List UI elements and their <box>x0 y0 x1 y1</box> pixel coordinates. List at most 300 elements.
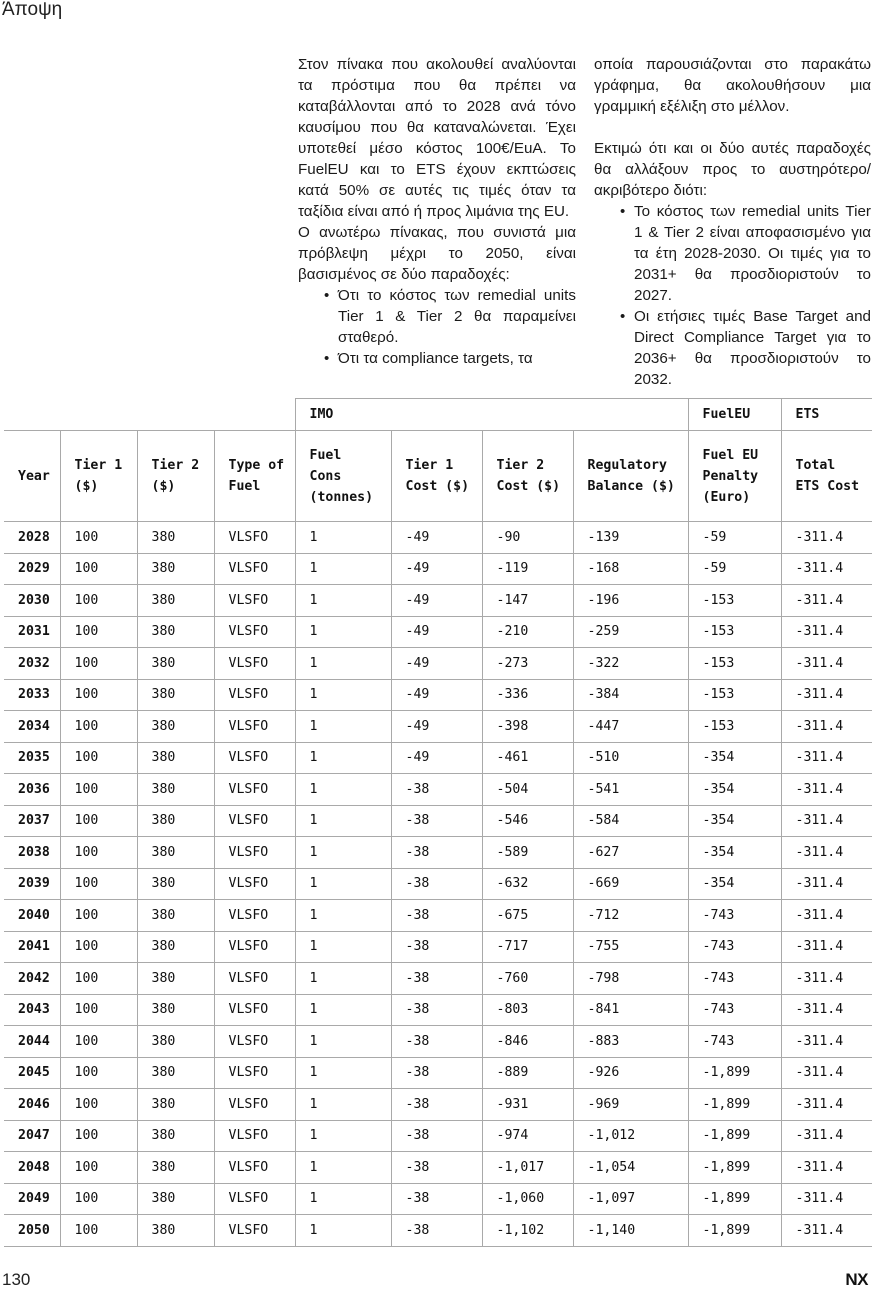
cell-fuel-cons: 1 <box>295 805 391 837</box>
column-header-fuel-cons <box>295 431 391 522</box>
cell-tier2-cost: -461 <box>482 742 573 774</box>
cell-regulatory-balance: -755 <box>573 931 688 963</box>
cell-regulatory-balance: -926 <box>573 1057 688 1089</box>
cell-fueleu-penalty: -743 <box>688 994 781 1026</box>
cell-tier2-cost: -974 <box>482 1120 573 1152</box>
cell-regulatory-balance: -1,012 <box>573 1120 688 1152</box>
cell-fuel-type: VLSFO <box>214 1152 295 1184</box>
column-header-line: Type of <box>228 458 285 473</box>
column-header-tier2 <box>137 431 214 522</box>
cell-tier2: 380 <box>137 1183 214 1215</box>
cell-year: 2031 <box>4 616 60 648</box>
table-column-header-row <box>4 431 872 522</box>
cell-regulatory-balance: -510 <box>573 742 688 774</box>
cell-total-ets-cost: -311.4 <box>781 1120 872 1152</box>
cell-tier2-cost: -589 <box>482 837 573 869</box>
column-header-tier1 <box>60 431 137 522</box>
cell-fueleu-penalty: -354 <box>688 868 781 900</box>
cell-tier1: 100 <box>60 1026 137 1058</box>
cell-year: 2030 <box>4 585 60 617</box>
column-header-line: ETS Cost <box>795 479 860 494</box>
cell-regulatory-balance: -584 <box>573 805 688 837</box>
cell-fuel-cons: 1 <box>295 1183 391 1215</box>
cell-tier2-cost: -717 <box>482 931 573 963</box>
table-row <box>4 585 872 617</box>
table-row <box>4 774 872 806</box>
cell-regulatory-balance: -883 <box>573 1026 688 1058</box>
column-header-tier1-cost <box>391 431 482 522</box>
cell-total-ets-cost: -311.4 <box>781 616 872 648</box>
cell-fuel-type: VLSFO <box>214 805 295 837</box>
cell-year: 2035 <box>4 742 60 774</box>
cell-tier1-cost: -38 <box>391 1215 482 1247</box>
table-row <box>4 553 872 585</box>
paragraph-estimate: Εκτιμώ ότι και οι δύο αυτές παραδοχές θα αλλάξουν προς το αυστηρότερο/ακριβότερο διότι: <box>594 140 871 199</box>
cell-tier2: 380 <box>137 522 214 554</box>
cell-fuel-type: VLSFO <box>214 1215 295 1247</box>
cell-regulatory-balance: -139 <box>573 522 688 554</box>
cell-year: 2036 <box>4 774 60 806</box>
cell-tier2-cost: -632 <box>482 868 573 900</box>
cell-total-ets-cost: -311.4 <box>781 931 872 963</box>
cell-tier2: 380 <box>137 1089 214 1121</box>
column-header-line: Penalty <box>702 468 759 484</box>
list-item: • Ότι τα compliance targets, τα <box>338 348 576 369</box>
cell-year: 2038 <box>4 837 60 869</box>
cell-total-ets-cost: -311.4 <box>781 711 872 743</box>
cell-tier2: 380 <box>137 837 214 869</box>
table-row <box>4 648 872 680</box>
cell-tier2: 380 <box>137 1215 214 1247</box>
cell-total-ets-cost: -311.4 <box>781 742 872 774</box>
cell-fuel-cons: 1 <box>295 1152 391 1184</box>
cell-tier1-cost: -38 <box>391 868 482 900</box>
cell-fuel-type: VLSFO <box>214 1057 295 1089</box>
column-header-line: Total <box>795 458 836 473</box>
cell-fueleu-penalty: -153 <box>688 679 781 711</box>
table-body <box>4 522 872 1247</box>
cell-fuel-cons: 1 <box>295 963 391 995</box>
cell-tier1-cost: -49 <box>391 742 482 774</box>
cell-year: 2045 <box>4 1057 60 1089</box>
table-row <box>4 711 872 743</box>
cell-tier1-cost: -38 <box>391 837 482 869</box>
table-row <box>4 1120 872 1152</box>
table-row <box>4 931 872 963</box>
cell-total-ets-cost: -311.4 <box>781 900 872 932</box>
cell-total-ets-cost: -311.4 <box>781 994 872 1026</box>
cell-total-ets-cost: -311.4 <box>781 774 872 806</box>
cell-year: 2032 <box>4 648 60 680</box>
column-header-line: Cost ($) <box>405 479 470 494</box>
cell-year: 2028 <box>4 522 60 554</box>
column-header-line: Tier 1 <box>74 458 123 473</box>
cell-tier1: 100 <box>60 679 137 711</box>
cell-regulatory-balance: -196 <box>573 585 688 617</box>
cell-fuel-cons: 1 <box>295 553 391 585</box>
cell-tier1-cost: -38 <box>391 900 482 932</box>
list-item: • Ότι το κόστος των remedial units Tier 1 & Tier 2 θα παραμείνει σταθερό. <box>338 285 576 348</box>
publication-logo: NX <box>845 1270 868 1289</box>
table-row <box>4 1183 872 1215</box>
cell-tier2-cost: -931 <box>482 1089 573 1121</box>
cell-tier1-cost: -38 <box>391 805 482 837</box>
table-row <box>4 1152 872 1184</box>
cell-tier1: 100 <box>60 553 137 585</box>
cell-tier1-cost: -49 <box>391 616 482 648</box>
cell-fuel-cons: 1 <box>295 742 391 774</box>
cell-tier1-cost: -38 <box>391 1057 482 1089</box>
cell-tier1: 100 <box>60 1120 137 1152</box>
cell-fuel-type: VLSFO <box>214 585 295 617</box>
cell-year: 2049 <box>4 1183 60 1215</box>
cell-regulatory-balance: -384 <box>573 679 688 711</box>
group-header-fueleu: FuelEU <box>688 399 781 431</box>
cell-tier1: 100 <box>60 711 137 743</box>
cell-year: 2033 <box>4 679 60 711</box>
cell-regulatory-balance: -712 <box>573 900 688 932</box>
cell-tier2-cost: -675 <box>482 900 573 932</box>
cell-tier1-cost: -38 <box>391 1183 482 1215</box>
column-header-line: Tier 2 <box>151 458 200 473</box>
cell-fueleu-penalty: -1,899 <box>688 1057 781 1089</box>
cell-fuel-cons: 1 <box>295 1057 391 1089</box>
cell-tier2-cost: -398 <box>482 711 573 743</box>
cell-fuel-type: VLSFO <box>214 900 295 932</box>
cell-regulatory-balance: -669 <box>573 868 688 900</box>
cell-tier2: 380 <box>137 711 214 743</box>
cell-fuel-type: VLSFO <box>214 522 295 554</box>
cell-fuel-type: VLSFO <box>214 994 295 1026</box>
cell-tier1: 100 <box>60 1215 137 1247</box>
column-header-line: Fuel EU <box>702 447 759 463</box>
column-header-line: Tier 1 <box>405 458 454 473</box>
column-header-regulatory-balance <box>573 431 688 522</box>
cell-fueleu-penalty: -59 <box>688 553 781 585</box>
cell-fuel-type: VLSFO <box>214 1183 295 1215</box>
cell-tier2: 380 <box>137 868 214 900</box>
table-group-header-row <box>4 399 872 431</box>
cell-total-ets-cost: -311.4 <box>781 805 872 837</box>
cell-total-ets-cost: -311.4 <box>781 837 872 869</box>
table-row <box>4 1026 872 1058</box>
cell-tier2: 380 <box>137 963 214 995</box>
cell-fuel-type: VLSFO <box>214 1026 295 1058</box>
cell-tier1: 100 <box>60 963 137 995</box>
table-row <box>4 837 872 869</box>
cell-regulatory-balance: -447 <box>573 711 688 743</box>
cell-fuel-cons: 1 <box>295 522 391 554</box>
cell-fuel-cons: 1 <box>295 868 391 900</box>
cell-fuel-type: VLSFO <box>214 868 295 900</box>
section-label: Άποψη <box>2 0 63 20</box>
cell-regulatory-balance: -322 <box>573 648 688 680</box>
cell-fueleu-penalty: -354 <box>688 805 781 837</box>
table-row <box>4 679 872 711</box>
cell-tier1: 100 <box>60 1152 137 1184</box>
column-header-line: Fuel <box>309 447 342 463</box>
assumptions-list <box>298 285 576 369</box>
cell-tier1: 100 <box>60 931 137 963</box>
cell-regulatory-balance: -969 <box>573 1089 688 1121</box>
cell-tier1: 100 <box>60 616 137 648</box>
cell-regulatory-balance: -798 <box>573 963 688 995</box>
cell-tier2-cost: -504 <box>482 774 573 806</box>
cell-regulatory-balance: -1,054 <box>573 1152 688 1184</box>
cell-tier2-cost: -803 <box>482 994 573 1026</box>
cell-fuel-type: VLSFO <box>214 931 295 963</box>
cell-total-ets-cost: -311.4 <box>781 1089 872 1121</box>
cell-tier2: 380 <box>137 648 214 680</box>
paragraph-continuation: οποία παρουσιάζονται στο παρακάτω γράφημα, θα ακολουθήσουν μια γραμμική εξέλιξη στο μέλλον. <box>594 56 871 115</box>
cell-fuel-cons: 1 <box>295 616 391 648</box>
cell-tier1-cost: -38 <box>391 963 482 995</box>
cell-fuel-cons: 1 <box>295 648 391 680</box>
cell-tier2-cost: -889 <box>482 1057 573 1089</box>
cell-total-ets-cost: -311.4 <box>781 585 872 617</box>
cell-fueleu-penalty: -153 <box>688 585 781 617</box>
cell-tier2: 380 <box>137 1026 214 1058</box>
cell-fueleu-penalty: -354 <box>688 774 781 806</box>
table-row <box>4 1089 872 1121</box>
cell-fueleu-penalty: -153 <box>688 648 781 680</box>
cell-total-ets-cost: -311.4 <box>781 1152 872 1184</box>
cell-year: 2050 <box>4 1215 60 1247</box>
cell-fuel-cons: 1 <box>295 1026 391 1058</box>
cell-fuel-cons: 1 <box>295 837 391 869</box>
cell-regulatory-balance: -1,140 <box>573 1215 688 1247</box>
cell-fuel-type: VLSFO <box>214 553 295 585</box>
cell-tier2-cost: -846 <box>482 1026 573 1058</box>
cell-fueleu-penalty: -1,899 <box>688 1215 781 1247</box>
cell-tier2-cost: -760 <box>482 963 573 995</box>
cell-fueleu-penalty: -743 <box>688 1026 781 1058</box>
reasons-list <box>594 201 871 390</box>
table-group-blank <box>4 399 295 431</box>
right-column <box>594 54 871 390</box>
column-header-line: Regulatory <box>587 458 667 473</box>
cell-total-ets-cost: -311.4 <box>781 1026 872 1058</box>
cell-fueleu-penalty: -743 <box>688 963 781 995</box>
cell-fuel-type: VLSFO <box>214 742 295 774</box>
cell-total-ets-cost: -311.4 <box>781 679 872 711</box>
list-item: • Το κόστος των remedial units Tier 1 & Tier 2 είναι αποφασισμένο για τα έτη 2028-2030. Οι τιμές για το 2031+ θα προσδιοριστούν το 2027. <box>634 201 871 306</box>
cell-fuel-cons: 1 <box>295 774 391 806</box>
cell-regulatory-balance: -841 <box>573 994 688 1026</box>
cell-tier1: 100 <box>60 868 137 900</box>
table-row <box>4 522 872 554</box>
cell-tier1: 100 <box>60 1183 137 1215</box>
cell-regulatory-balance: -541 <box>573 774 688 806</box>
cell-year: 2043 <box>4 994 60 1026</box>
cell-tier2-cost: -147 <box>482 585 573 617</box>
cell-fuel-cons: 1 <box>295 900 391 932</box>
group-header-imo: IMO <box>295 399 688 431</box>
cell-fuel-cons: 1 <box>295 711 391 743</box>
cell-total-ets-cost: -311.4 <box>781 648 872 680</box>
cell-total-ets-cost: -311.4 <box>781 1057 872 1089</box>
cell-tier2: 380 <box>137 774 214 806</box>
cell-tier1-cost: -38 <box>391 1089 482 1121</box>
cell-tier1: 100 <box>60 648 137 680</box>
cell-tier2-cost: -336 <box>482 679 573 711</box>
cell-regulatory-balance: -627 <box>573 837 688 869</box>
cell-tier1: 100 <box>60 1057 137 1089</box>
table-row <box>4 1215 872 1247</box>
cell-fuel-type: VLSFO <box>214 837 295 869</box>
cell-tier1-cost: -38 <box>391 994 482 1026</box>
table-row <box>4 805 872 837</box>
group-header-ets: ETS <box>781 399 872 431</box>
column-header-line: Cons <box>309 468 342 484</box>
cell-tier2-cost: -1,102 <box>482 1215 573 1247</box>
cell-tier1-cost: -49 <box>391 648 482 680</box>
cell-year: 2042 <box>4 963 60 995</box>
cell-fuel-type: VLSFO <box>214 679 295 711</box>
column-header-line: Tier 2 <box>496 458 545 473</box>
cell-fueleu-penalty: -354 <box>688 837 781 869</box>
table-row <box>4 1057 872 1089</box>
cell-fueleu-penalty: -153 <box>688 616 781 648</box>
cell-tier2: 380 <box>137 1152 214 1184</box>
cell-fuel-type: VLSFO <box>214 963 295 995</box>
cell-tier2-cost: -90 <box>482 522 573 554</box>
cell-tier2: 380 <box>137 900 214 932</box>
cell-tier1-cost: -38 <box>391 1152 482 1184</box>
cell-year: 2047 <box>4 1120 60 1152</box>
cell-fueleu-penalty: -153 <box>688 711 781 743</box>
cell-tier2: 380 <box>137 553 214 585</box>
cell-tier2-cost: -1,060 <box>482 1183 573 1215</box>
cell-year: 2048 <box>4 1152 60 1184</box>
column-header-total-ets-cost <box>781 431 872 522</box>
cell-tier1: 100 <box>60 837 137 869</box>
column-header-line: Fuel <box>228 479 261 494</box>
column-header-fueleu-penalty <box>688 431 781 522</box>
column-header-line: ($) <box>151 479 176 494</box>
cell-year: 2040 <box>4 900 60 932</box>
cell-fueleu-penalty: -1,899 <box>688 1089 781 1121</box>
cell-year: 2034 <box>4 711 60 743</box>
cell-fueleu-penalty: -743 <box>688 931 781 963</box>
cell-tier1-cost: -38 <box>391 1026 482 1058</box>
cell-fuel-cons: 1 <box>295 679 391 711</box>
cell-tier1: 100 <box>60 742 137 774</box>
column-header-year <box>4 431 60 522</box>
cell-fuel-type: VLSFO <box>214 648 295 680</box>
cell-tier2: 380 <box>137 1120 214 1152</box>
cell-year: 2029 <box>4 553 60 585</box>
cell-fueleu-penalty: -354 <box>688 742 781 774</box>
page-number: 130 <box>2 1270 31 1289</box>
cell-regulatory-balance: -259 <box>573 616 688 648</box>
cell-tier1: 100 <box>60 522 137 554</box>
cell-year: 2044 <box>4 1026 60 1058</box>
cell-fuel-cons: 1 <box>295 1215 391 1247</box>
paragraph-assumptions: Ο ανωτέρω πίνακας, που συνιστά μια πρόβλεψη μέχρι το 2050, είναι βασισμένος σε δύο παραδοχές: <box>298 224 576 283</box>
column-header-line: ($) <box>74 479 99 494</box>
cell-tier2: 380 <box>137 994 214 1026</box>
cell-total-ets-cost: -311.4 <box>781 522 872 554</box>
cell-fuel-cons: 1 <box>295 931 391 963</box>
cell-tier2-cost: -273 <box>482 648 573 680</box>
cell-total-ets-cost: -311.4 <box>781 868 872 900</box>
column-header-line: Year <box>18 468 50 484</box>
cell-year: 2037 <box>4 805 60 837</box>
cell-tier1-cost: -38 <box>391 1120 482 1152</box>
cell-regulatory-balance: -168 <box>573 553 688 585</box>
cell-tier2-cost: -546 <box>482 805 573 837</box>
cell-total-ets-cost: -311.4 <box>781 1183 872 1215</box>
cell-fuel-type: VLSFO <box>214 616 295 648</box>
cell-fuel-cons: 1 <box>295 1120 391 1152</box>
cell-fuel-type: VLSFO <box>214 1120 295 1152</box>
cell-tier1: 100 <box>60 774 137 806</box>
cell-tier2: 380 <box>137 679 214 711</box>
cell-tier2: 380 <box>137 616 214 648</box>
cell-tier2: 380 <box>137 805 214 837</box>
cell-tier1-cost: -49 <box>391 522 482 554</box>
cell-fuel-type: VLSFO <box>214 711 295 743</box>
cell-tier1: 100 <box>60 805 137 837</box>
table-row <box>4 994 872 1026</box>
table-row <box>4 868 872 900</box>
cell-fueleu-penalty: -743 <box>688 900 781 932</box>
table-row <box>4 616 872 648</box>
cell-fuel-cons: 1 <box>295 994 391 1026</box>
column-header-line: (tonnes) <box>309 489 374 505</box>
cell-fueleu-penalty: -1,899 <box>688 1120 781 1152</box>
cell-year: 2046 <box>4 1089 60 1121</box>
cell-tier1: 100 <box>60 900 137 932</box>
cell-regulatory-balance: -1,097 <box>573 1183 688 1215</box>
cell-tier1: 100 <box>60 585 137 617</box>
cell-fuel-type: VLSFO <box>214 1089 295 1121</box>
column-header-tier2-cost <box>482 431 573 522</box>
cell-tier2: 380 <box>137 585 214 617</box>
column-header-fuel-type <box>214 431 295 522</box>
cell-tier1-cost: -49 <box>391 711 482 743</box>
cell-tier2: 380 <box>137 742 214 774</box>
cell-tier1-cost: -38 <box>391 931 482 963</box>
cell-tier1-cost: -49 <box>391 553 482 585</box>
cell-tier1-cost: -38 <box>391 774 482 806</box>
cell-tier1: 100 <box>60 1089 137 1121</box>
cell-fuel-cons: 1 <box>295 1089 391 1121</box>
column-header-line: (Euro) <box>702 489 751 505</box>
left-column <box>298 54 576 369</box>
cell-year: 2041 <box>4 931 60 963</box>
cell-total-ets-cost: -311.4 <box>781 1215 872 1247</box>
paragraph-penalties: Στον πίνακα που ακολουθεί αναλύονται τα πρόστιμα που θα πρέπει να καταβάλλονται από το 2028 ανά τόνο καυσίμου που θα καταναλώνεται. Έχει υποτεθεί μέσο κόστος 100€/EuA. Το FuelEU και το ETS έχουν εκπτώσεις κατά 50% σε αυτές τις τιμές όταν τα ταξίδια είναι από ή προς λιμάνια της EU. <box>298 56 576 220</box>
column-header-line: Cost ($) <box>496 479 561 494</box>
penalty-table <box>4 398 872 1247</box>
cell-total-ets-cost: -311.4 <box>781 553 872 585</box>
cell-fueleu-penalty: -59 <box>688 522 781 554</box>
table-row <box>4 963 872 995</box>
cell-tier2: 380 <box>137 931 214 963</box>
cell-tier1-cost: -49 <box>391 679 482 711</box>
cell-fuel-cons: 1 <box>295 585 391 617</box>
list-item: • Οι ετήσιες τιμές Base Target and Direct Compliance Target για το 2036+ θα προσδιοριστούν το 2032. <box>634 306 871 390</box>
table-row <box>4 742 872 774</box>
cell-tier2: 380 <box>137 1057 214 1089</box>
cell-tier2-cost: -1,017 <box>482 1152 573 1184</box>
cell-total-ets-cost: -311.4 <box>781 963 872 995</box>
cell-fueleu-penalty: -1,899 <box>688 1183 781 1215</box>
cell-fuel-type: VLSFO <box>214 774 295 806</box>
cell-fueleu-penalty: -1,899 <box>688 1152 781 1184</box>
